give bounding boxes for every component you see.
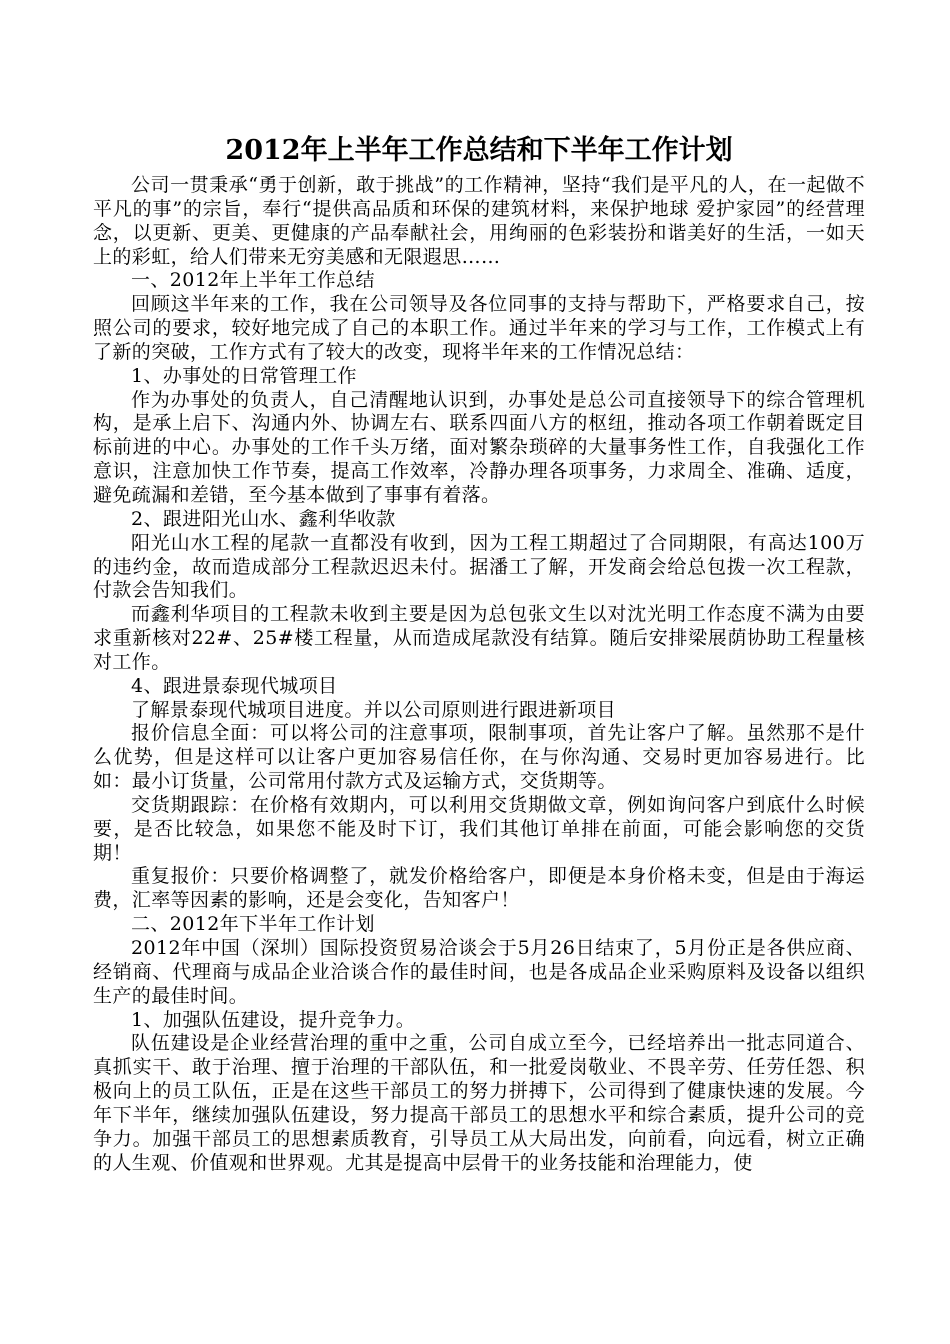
- section-heading-second-half: 二、2012年下半年工作计划: [131, 913, 375, 936]
- document-page: [93, 128, 865, 1175]
- paragraph-xinlihua-project: 而鑫利华项目的工程款未收到主要是因为总包张文生以对沈光明工作态度不满为由要求重新核对22#、25#楼工程量，从而造成尾款没有结算。随后安排梁展荫协助工程量核对工作。: [93, 603, 865, 673]
- subheading-office-management: 1、办事处的日常管理工作: [131, 364, 357, 387]
- paragraph-team-building: 队伍建设是企业经营治理的重中之重，公司自成立至今，已经培养出一批志同道合、真抓实干、敢于治理、擅于治理的干部队伍，和一批爱岗敬业、不畏辛劳、任劳任怨、积极向上的员工队伍，正是在这些干部员工的努力拼搏下，公司得到了健康快速的发展。今年下半年，继续加强队伍建设，努力提高干部员工的思想水平和综合素质，提升公司的竞争力。加强干部员工的思想素质教育，引导员工从大局出发，向前看，向远看，树立正确的人生观、价值观和世界观。尤其是提高中层骨干的业务技能和治理能力，使: [93, 1032, 865, 1174]
- document-title: 2012年上半年工作总结和下半年工作计划: [225, 135, 733, 166]
- subheading-collections: 2、跟进阳光山水、鑫利华收款: [131, 507, 396, 530]
- paragraph-sunshine-project: 阳光山水工程的尾款一直都没有收到，因为工程工期超过了合同期限，有高达100万的违约金，故而造成部分工程款迟迟未付。据潘工了解，开发商会给总包拨一次工程款，付款会告知我们。: [93, 531, 865, 602]
- paragraph-quote-info: 报价信息全面：可以将公司的注意事项，限制事项，首先让客户了解。虽然那不是什么优势，但是这样可以让客户更加容易信任你，在与你沟通、交易时更加容易进行。比如：最小订货量，公司常用付款方式及运输方式，交货期等。: [93, 722, 865, 793]
- paragraph-office-management: 作为办事处的负责人，自己清醒地认识到，办事处是总公司直接领导下的综合管理机构，是承上启下、沟通内外、协调左右、联系四面八方的枢纽，推动各项工作朝着既定目标前进的中心。办事处的工作千头万绪，面对繁杂琐碎的大量事务性工作，自我强化工作意识，注意加快工作节奏，提高工作效率，冷静办理各项事务，力求周全、准确、适度，避免疏漏和差错，至今基本做到了事事有着落。: [93, 388, 865, 506]
- subheading-jingtai-project: 4、跟进景泰现代城项目: [131, 674, 338, 697]
- paragraph-jingtai-progress: 了解景泰现代城项目进度。并以公司原则进行跟进新项目: [131, 698, 617, 721]
- subheading-team-building: 1、加强队伍建设，提升竞争力。: [131, 1008, 416, 1031]
- document-body: [93, 174, 865, 1175]
- paragraph-trade-fair: 2012年中国（深圳）国际投资贸易洽谈会于5月26日结束了，5月份正是各供应商、经销商、代理商与成品企业洽谈合作的最佳时间，也是各成品企业采购原料及设备以组织生产的最佳时间。: [93, 937, 865, 1007]
- paragraph-delivery-tracking: 交货期跟踪：在价格有效期内，可以利用交货期做文章，例如询问客户到底什么时候要，是否比较急，如果您不能及时下订，我们其他订单排在前面，可能会影响您的交货期！: [93, 793, 865, 864]
- paragraph-review: 回顾这半年来的工作，我在公司领导及各位同事的支持与帮助下，严格要求自己，按照公司的要求，较好地完成了自己的本职工作。通过半年来的学习与工作，工作模式上有了新的突破，工作方式有了较大的改变，现将半年来的工作情况总结：: [93, 293, 865, 363]
- section-heading-first-half: 一、2012年上半年工作总结: [131, 269, 375, 292]
- paragraph-intro: 公司一贯秉承“勇于创新，敢于挑战”的工作精神，坚持“我们是平凡的人，在一起做不平凡的事”的宗旨，奉行“提供高品质和环保的建筑材料，来保护地球 爱护家园”的经营理念，以更新、更美、更健康的产品奉献社会，用绚丽的色彩装扮和谐美好的生活，一如天上的彩虹，给人们带来无穷美感和无限遐思……: [93, 174, 865, 268]
- paragraph-repeat-quote: 重复报价：只要价格调整了，就发价格给客户，即便是本身价格未变，但是由于海运费，汇率等因素的影响，还是会变化，告知客户！: [93, 865, 865, 912]
